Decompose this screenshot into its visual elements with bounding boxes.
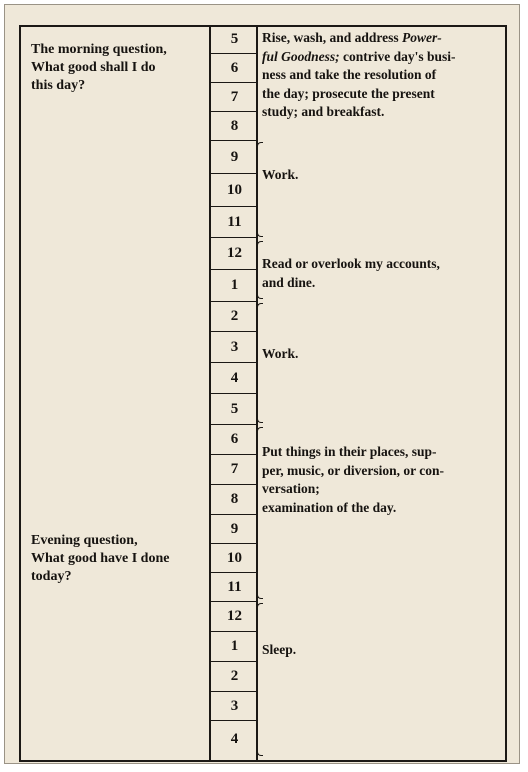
hour-cell: 2 — [211, 302, 258, 332]
activity-noon — [262, 255, 502, 292]
activity-text: Sleep. — [262, 642, 297, 657]
hour-cell: 8 — [211, 485, 258, 515]
morning-question-line: this day? — [31, 78, 86, 93]
activity-text: the day; prosecute the present — [262, 85, 435, 101]
activity-text: Rise, wash, and address — [262, 30, 403, 45]
hour-cell: 1 — [211, 632, 258, 662]
hour-cell: 10 — [211, 174, 258, 207]
hour-cell: 10 — [211, 544, 258, 573]
evening-question — [31, 532, 209, 586]
hour-cell: 7 — [211, 455, 258, 485]
sleep-bracket — [257, 603, 263, 756]
hour-cell: 6 — [211, 425, 258, 455]
activity-text: Put things in their places, sup- — [262, 444, 437, 459]
hour-cell: 11 — [211, 207, 258, 238]
activity-text: Power- — [402, 30, 442, 45]
activity-text: Read or overlook my accounts, — [262, 256, 440, 271]
activity-morning — [262, 29, 502, 122]
activity-text: examination of the day. — [262, 499, 397, 515]
morning-question — [31, 41, 209, 95]
hour-cell: 5 — [211, 25, 258, 54]
hour-cell: 7 — [211, 83, 258, 112]
activity-text: Work. — [262, 167, 299, 182]
hour-cell: 9 — [211, 515, 258, 544]
hour-cell: 12 — [211, 238, 258, 270]
hour-cell: 9 — [211, 141, 258, 174]
hour-cell: 5 — [211, 394, 258, 425]
activity-text: ness and take the resolution of — [262, 67, 437, 82]
evening-question-line: today? — [31, 569, 72, 584]
activity-work-afternoon — [262, 345, 502, 364]
activity-evening — [262, 443, 502, 517]
evening-question-line: What good have I done — [31, 551, 170, 566]
activity-text: per, music, or diversion, or con- — [262, 462, 444, 478]
activity-text: study; and breakfast. — [262, 104, 385, 119]
hour-cell: 4 — [230, 731, 239, 747]
morning-question-line: The morning question, — [31, 42, 167, 57]
morning-question-line: What good shall I do — [31, 60, 156, 75]
hour-cell: 1 — [211, 270, 258, 302]
work-morning-bracket — [257, 142, 263, 237]
hour-cell: 2 — [211, 662, 258, 692]
activity-work-morning — [262, 166, 502, 185]
activity-text: Work. — [262, 346, 299, 361]
hour-cell: 3 — [211, 332, 258, 363]
hour-cell: 11 — [211, 573, 258, 602]
hour-cell: 3 — [211, 692, 258, 721]
evening-question-line: Evening question, — [31, 533, 138, 548]
activity-sleep — [262, 641, 502, 660]
activity-text: contrive day's busi- — [339, 48, 456, 64]
hour-cell: 12 — [211, 602, 258, 632]
hour-cell: 6 — [211, 54, 258, 83]
hour-cell: 8 — [211, 112, 258, 141]
activity-text: ful Goodness; — [262, 48, 340, 64]
scanned-page — [4, 4, 520, 764]
activity-text: and dine. — [262, 274, 316, 290]
activity-text: versation; — [262, 481, 320, 496]
hour-cell: 4 — [211, 363, 258, 394]
